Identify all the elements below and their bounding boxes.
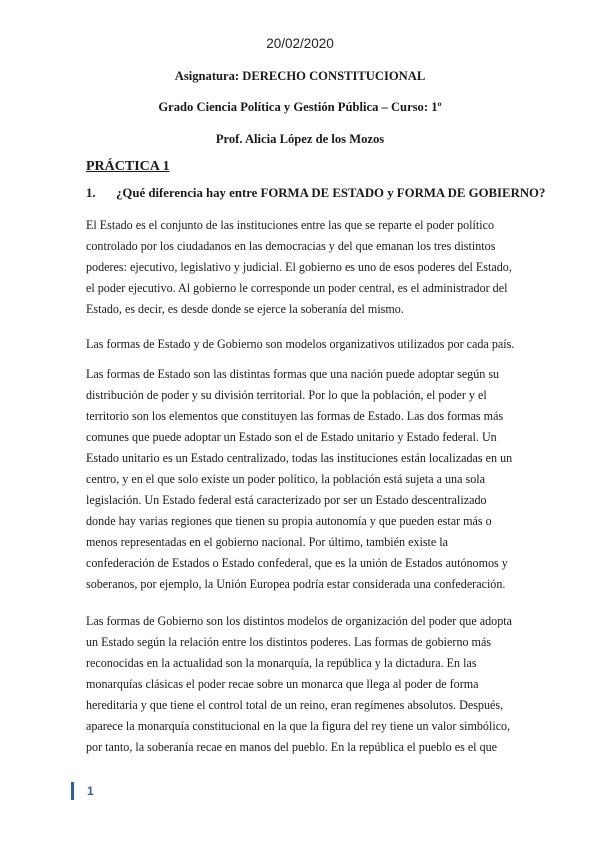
text-line: centro, y en el que solo existe un poder político, la población está sujeta a una sola [86, 471, 485, 486]
page-number: 1 [87, 784, 94, 798]
question-number: 1. [86, 186, 96, 200]
page-footer [71, 782, 94, 800]
text-line: Las formas de Estado y de Gobierno son modelos organizativos utilizados por cada país. [86, 337, 515, 351]
text-line: controlado por los ciudadanos en las democracias y del que emanan los tres distintos [86, 238, 496, 253]
paragraph [86, 334, 516, 355]
text-line: Las formas de Gobierno son los distintos modelos de organización del poder que adopta [86, 614, 512, 628]
text-line: aparece la monarquía constitucional en la que la figura del rey tiene un valor simbólico, [86, 718, 511, 733]
footer-accent-bar [71, 782, 74, 800]
text-line: poderes: ejecutivo, legislativo y judicial. El gobierno es uno de esos poderes del Estado, [86, 259, 512, 274]
paragraph [86, 611, 516, 758]
text-line: legislación. Un Estado federal está caracterizado por ser un Estado descentralizado [86, 492, 487, 507]
text-line: El Estado es el conjunto de las instituciones entre las que se reparte el poder político [86, 218, 495, 232]
text-line: hereditaria y que tiene el control total de un reino, eran regímenes absolutos. Después, [86, 697, 504, 712]
text-line: menos representadas en el gobierno nacional. Por último, también existe la [86, 534, 449, 549]
professor-heading: Prof. Alicia López de los Mozos [215, 132, 385, 146]
paragraph [86, 364, 516, 594]
text-line: monarquías clásicas el poder recae sobre un monarca que llega al poder de forma [86, 676, 479, 691]
header-date: 20/02/2020 [266, 36, 334, 51]
text-line: donde hay varias regiones que tienen su propia autonomía y que pueden estar más o [86, 513, 492, 528]
paragraph [86, 215, 516, 320]
text-line: confederación de Estados o Estado confederal, que es la unión de Estados autónomos y [86, 555, 508, 570]
text-line: Estado unitario es un Estado centralizado, todas las instituciones están localizadas en un [86, 450, 513, 465]
practice-title: PRÁCTICA 1 [86, 159, 170, 174]
degree-heading: Grado Ciencia Política y Gestión Pública – Curso: 1º [158, 100, 442, 114]
question-text: ¿Qué diferencia hay entre FORMA DE ESTADO y FORMA DE GOBIERNO? [116, 186, 546, 200]
text-line: Las formas de Estado son las distintas formas que una nación puede adoptar según su [86, 367, 500, 381]
text-line: distribución de poder y su división territorial. Por lo que la población, el poder y el [86, 387, 487, 402]
question-heading [86, 186, 545, 201]
text-line: Estado, es decir, es desde donde se ejerce la soberanía del mismo. [86, 301, 404, 316]
text-line: un Estado según la relación entre los distintos poderes. Las formas de gobierno más [86, 634, 492, 649]
text-line: reconocidas en la actualidad son la monarquía, la república y la dictadura. En las [86, 655, 477, 670]
text-line: por tanto, la soberanía recae en manos del pueblo. En la república el pueblo es el que [86, 739, 498, 754]
text-line: el poder ejecutivo. Al gobierno le corresponde un poder central, es el administrador del [86, 280, 508, 295]
subject-heading: Asignatura: DERECHO CONSTITUCIONAL [174, 69, 426, 83]
text-line: soberanos, por ejemplo, la Unión Europea podría estar considerada una confederación. [86, 576, 506, 591]
text-line: territorio son los elementos que constituyen las formas de Estado. Las dos formas más [86, 408, 504, 423]
text-line: comunes que puede adoptar un Estado son el de Estado unitario y Estado federal. Un [86, 429, 497, 444]
